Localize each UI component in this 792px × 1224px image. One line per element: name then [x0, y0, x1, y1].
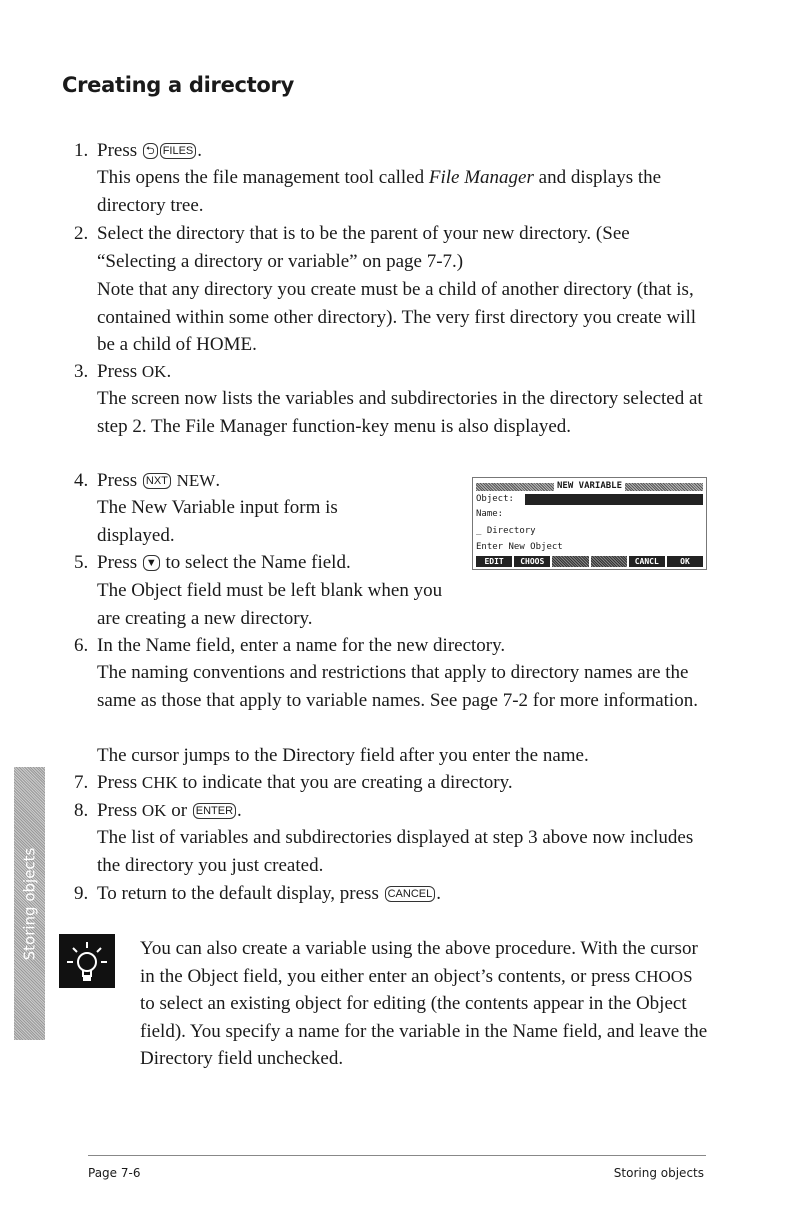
screen-title-bar: NEW VARIABLE: [476, 481, 703, 492]
softkey-choos: CHOOS: [514, 556, 550, 567]
page-number: Page 7-6: [88, 1166, 141, 1180]
step-6-desc: The naming conventions and restrictions that apply to directory names are the same as those that apply to variable names. See page 7-2 for more information.: [97, 662, 698, 711]
step-3: 3. Press OK.: [74, 361, 172, 382]
files-key-icon: FILES: [160, 143, 197, 159]
chapter-side-tab: Storing objects: [14, 767, 45, 1040]
softkey-cancl: CANCL: [629, 556, 665, 567]
chapter-name: Storing objects: [613, 1166, 704, 1180]
softkey-empty: [552, 556, 588, 567]
footer-divider: [88, 1155, 706, 1156]
step-6: 6. In the Name field, enter a name for the new directory.: [74, 635, 506, 656]
cancel-key-icon: CANCEL: [385, 886, 436, 902]
step-2-note: Note that any directory you create must be a child of another directory (that is, contained within some other directory). The very first directory you create will be a child of HOME.: [97, 279, 697, 355]
step-9: 9. To return to the default display, press CANCEL .: [74, 883, 441, 904]
tip-text: You can also create a variable using the above procedure. With the cursor in the Object field, you either enter an object’s contents, or press CHOOS to select an existing object for editing (the contents appear in the Object field). You specify a name for the variable in the Name field, and leave the Directory field unchecked.: [140, 938, 708, 1069]
step-4: 4. Press NXT NEW.: [74, 470, 221, 491]
step-4-desc: The New Variable input form is displayed.: [97, 497, 338, 546]
softkey-empty: [591, 556, 627, 567]
step-5-desc: The Object field must be left blank when you are creating a new directory.: [97, 580, 443, 629]
ok-softkey: OK: [141, 362, 167, 381]
calculator-screen: [472, 477, 707, 570]
step-7: 7. Press CHK to indicate that you are creating a directory.: [74, 772, 513, 793]
step-5: 5. Press ▼ to select the Name field.: [74, 552, 351, 573]
step-8-desc: The list of variables and subdirectories displayed at step 3 above now includes the directory you just created.: [97, 827, 694, 876]
screen-prompt: Enter New Object: [476, 542, 563, 552]
left-shift-key-icon: ⮌: [143, 143, 158, 159]
step-2: 2. Select the directory that is to be the parent of your new directory. (See “Selecting a directory or variable” on page 7-7.): [74, 223, 630, 272]
directory-checkbox: _ Directory: [476, 526, 536, 536]
enter-key-icon: ENTER: [193, 803, 236, 819]
step-1-desc: This opens the file management tool called File Manager and displays the directory tree.: [97, 167, 662, 216]
softkey-edit: EDIT: [476, 556, 512, 567]
lightbulb-tip-icon: [59, 934, 115, 988]
step-6-desc-2: The cursor jumps to the Directory field after you enter the name.: [97, 745, 589, 766]
name-label: Name:: [476, 509, 504, 519]
step-3-desc: The screen now lists the variables and subdirectories in the directory selected at step 2. The File Manager function-key menu is also displayed.: [97, 388, 703, 437]
section-heading: Creating a directory: [62, 73, 294, 97]
softkey-menu: [476, 556, 703, 567]
softkey-ok: OK: [667, 556, 703, 567]
nxt-key-icon: NXT: [143, 473, 171, 489]
object-label: Object:: [476, 494, 514, 504]
step-1: 1. Press ⮌ FILES .: [74, 140, 203, 161]
object-field: [525, 494, 703, 505]
step-8: 8. Press OK or ENTER .: [74, 800, 242, 821]
down-arrow-key-icon: ▼: [143, 555, 160, 571]
